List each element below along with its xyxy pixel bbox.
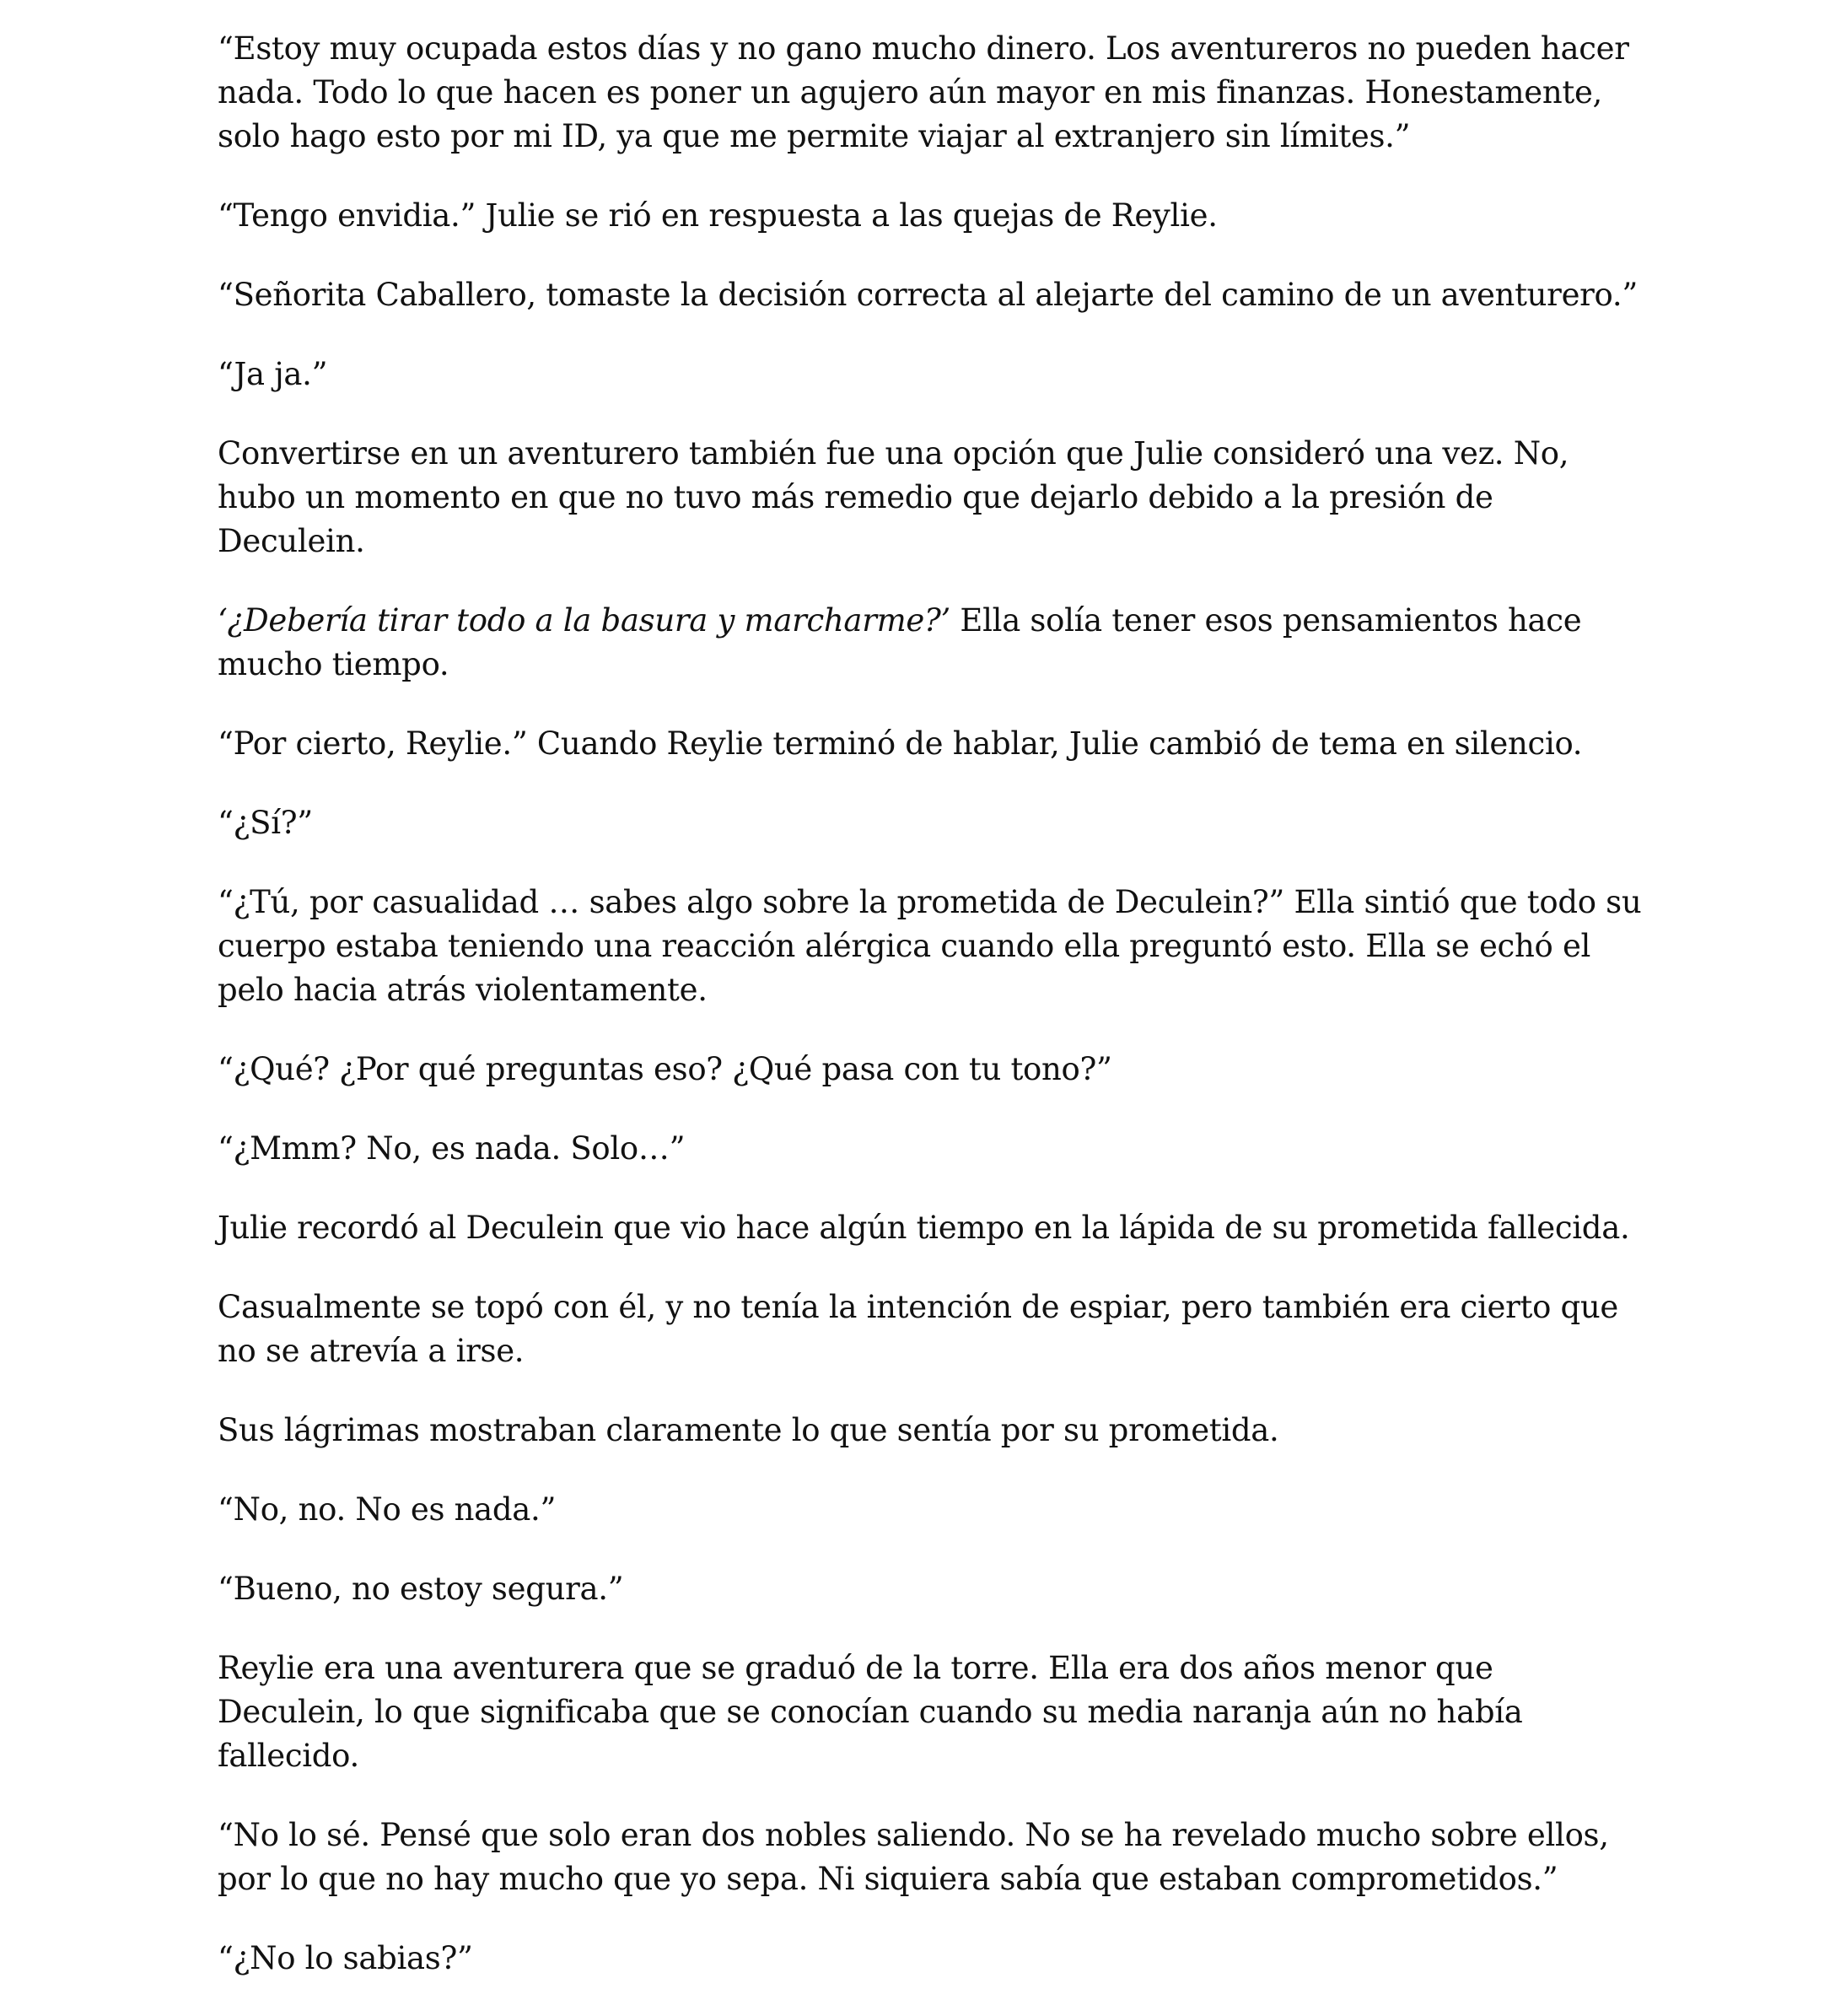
- paragraph-text: “Bueno, no estoy segura.”: [218, 1571, 624, 1607]
- paragraph: [218, 273, 1643, 317]
- paragraph-text: “¿Mmm? No, es nada. Solo…”: [218, 1130, 686, 1167]
- paragraph: [218, 1937, 1643, 1981]
- paragraph-text: “¿Sí?”: [218, 805, 313, 841]
- paragraph: [218, 1127, 1643, 1171]
- paragraph: [218, 1814, 1643, 1901]
- paragraph-text: “Estoy muy ocupada estos días y no gano mucho dinero. Los aventureros no pueden hacer nada. Todo lo que hacen es poner un agujero aún mayor en mis finanzas. Honestamente, solo hago esto por mi ID, ya que me permite viajar al extranjero sin límites.”: [218, 30, 1629, 154]
- paragraph-text: “No, no. No es nada.”: [218, 1491, 557, 1528]
- paragraph-text: “¿Tú, por casualidad … sabes algo sobre la prometida de Deculein?” Ella sintió que todo su cuerpo estaba teniendo una reacción alérgica cuando ella preguntó esto. Ella se echó el pelo hacia atrás violentamente.: [218, 884, 1642, 1008]
- document-page: [218, 27, 1643, 2016]
- paragraph-text: Julie recordó al Deculein que vio hace algún tiempo en la lápida de su prometida fallecida.: [218, 1210, 1630, 1246]
- paragraph-text: Sus lágrimas mostraban claramente lo que sentía por su prometida.: [218, 1412, 1279, 1448]
- paragraph-text: “Tengo envidia.” Julie se rió en respuesta a las quejas de Reylie.: [218, 197, 1218, 234]
- paragraph-text: Casualmente se topó con él, y no tenía la intención de espiar, pero también era cierto que no se atrevía a irse.: [218, 1289, 1619, 1369]
- paragraph-text: Convertirse en un aventurero también fue una opción que Julie consideró una vez. No, hubo un momento en que no tuvo más remedio que dejarlo debido a la presión de Deculein.: [218, 435, 1569, 559]
- paragraph: [218, 801, 1643, 845]
- paragraph: [218, 1206, 1643, 1250]
- paragraph-text: Reylie era una aventurera que se graduó de la torre. Ella era dos años menor que Deculein, lo que significaba que se conocían cuando su media naranja aún no había fallecido.: [218, 1650, 1523, 1774]
- paragraph: [218, 722, 1643, 766]
- italic-thought: ‘¿Debería tirar todo a la basura y marcharme?’: [218, 602, 950, 639]
- paragraph: [218, 1567, 1643, 1611]
- paragraph: [218, 881, 1643, 1012]
- paragraph: [218, 432, 1643, 563]
- paragraph-text: “Por cierto, Reylie.” Cuando Reylie terminó de hablar, Julie cambió de tema en silencio.: [218, 725, 1583, 762]
- paragraph-text: “Señorita Caballero, tomaste la decisión correcta al alejarte del camino de un aventurero.”: [218, 277, 1638, 313]
- paragraph-text: “¿Qué? ¿Por qué preguntas eso? ¿Qué pasa con tu tono?”: [218, 1051, 1112, 1087]
- paragraph: [218, 1409, 1643, 1453]
- paragraph: [218, 194, 1643, 238]
- paragraph: [218, 1286, 1643, 1373]
- paragraph: [218, 27, 1643, 159]
- paragraph: [218, 1647, 1643, 1778]
- paragraph-text: “Ja ja.”: [218, 356, 328, 392]
- paragraph: [218, 1488, 1643, 1532]
- paragraph-text: “No lo sé. Pensé que solo eran dos nobles saliendo. No se ha revelado mucho sobre ellos, por lo que no hay mucho que yo sepa. Ni siquiera sabía que estaban comprometidos.”: [218, 1817, 1609, 1897]
- paragraph-text: Ella solía tener esos pensamientos hace mucho tiempo.: [218, 602, 1582, 682]
- paragraph: [218, 353, 1643, 396]
- paragraph: [218, 1048, 1643, 1092]
- paragraph: [218, 599, 1643, 687]
- paragraph-text: “¿No lo sabias?”: [218, 1940, 473, 1976]
